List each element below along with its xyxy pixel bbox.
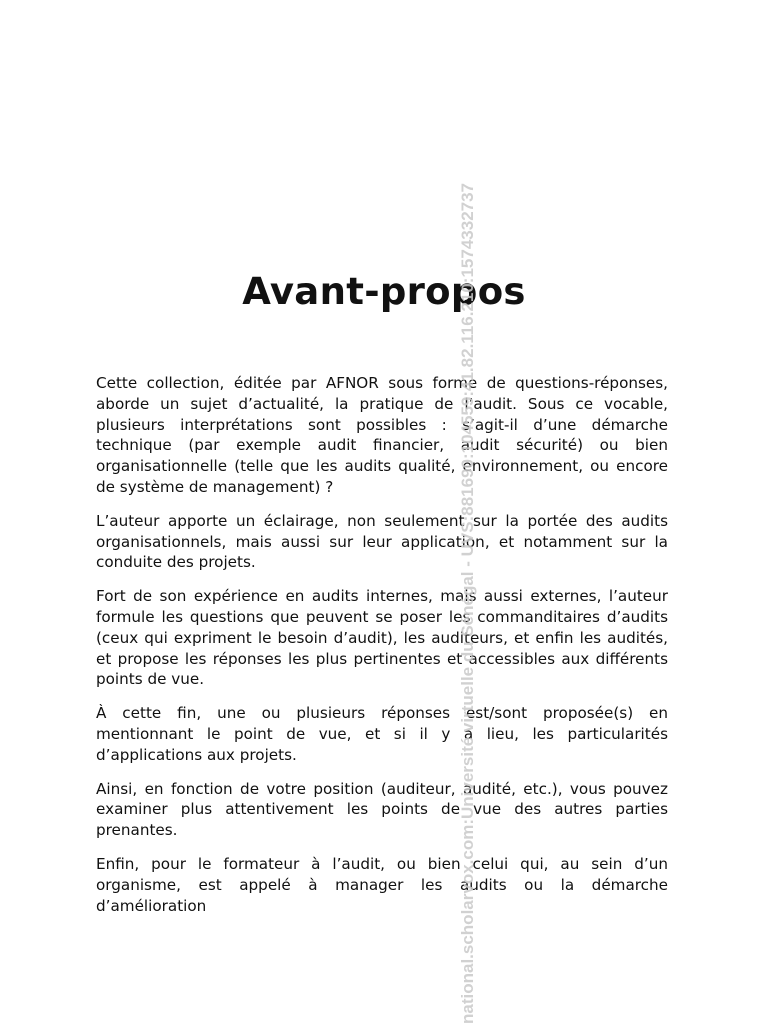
page-title: Avant-propos [242, 270, 526, 313]
paragraph: Enfin, pour le formateur à l’audit, ou bien celui qui, au sein d’un organisme, est appelé à manager les audits ou la démarche d’amélioration [96, 854, 668, 915]
paragraph: À cette fin, une ou plusieurs réponses est/sont proposée(s) en mentionnant le point de vue, et si il y a lieu, les particularités d’applications aux projets. [96, 704, 668, 764]
paragraph: Ainsi, en fonction de votre position (auditeur, audité, etc.), vous pouvez examiner plus attentivement les points de vue des autres parties prenantes. [96, 779, 668, 840]
watermark: national.scholarvox.com:Université virtuelle du Sénégal - UVS:881690:104559:41.82.116.210:1574332737 [458, 182, 477, 1024]
paragraph: Fort de son expérience en audits internes, mais aussi externes, l’auteur formule les questions que peuvent se poser les commanditaires d’audits (ceux qui expriment le besoin d’audit), les auditeurs, et enfin les audités, et propose les réponses les plus pertinentes et accessibles aux différents points de vue. [96, 587, 668, 689]
paragraph: L’auteur apporte un éclairage, non seulement sur la portée des audits organisationnels, mais aussi sur leur application, et notamment sur la conduite des projets. [96, 511, 668, 572]
paragraph: Cette collection, éditée par AFNOR sous forme de questions-réponses, aborde un sujet d’actualité, la pratique de l’audit. Sous ce vocable, plusieurs interprétations sont possibles : s’agit-il d’une démarche technique (par exemple audit financier, audit sécurité) ou bien organisationnelle (telle que les audits qualité, environnement, ou encore de système de management) ? [96, 374, 668, 496]
body-text [96, 373, 668, 929]
